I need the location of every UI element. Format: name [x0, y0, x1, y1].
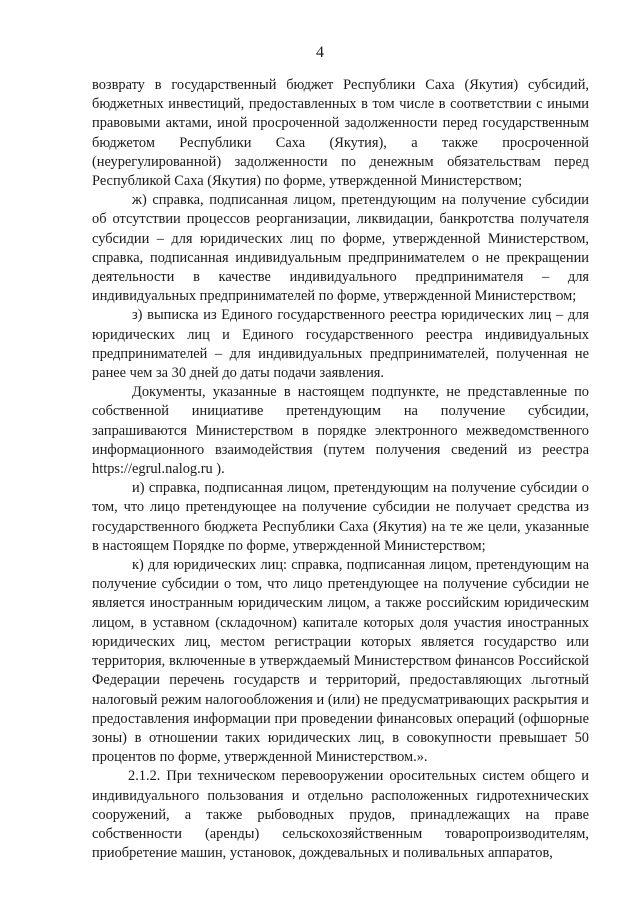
paragraph-item-z: з) выписка из Единого государственного реестра юридических лиц – для юридических лиц и Единого государственного реестра индивидуальных предпринимателей – для индивидуальных предпринимателей, полученная не ранее чем за 30 дней до даты подачи заявления.: [92, 307, 589, 382]
paragraph-documents-note: Документы, указанные в настоящем подпункте, не представленные по собственной инициативе претендующим на получение субсидии, запрашиваются Министерством в порядке электронного межведомственного информационного взаимодействия (путем получения сведений из реестра https://egrul.nalog.ru ).: [92, 384, 589, 478]
page-number: 4: [316, 44, 324, 61]
paragraph-item-k: к) для юридических лиц: справка, подписанная лицом, претендующим на получение субсидии о том, что лицо претендующее на получение субсидии не является иностранным юридическим лицом, а также российским юридическим лицом, в уставном (складочном) капитале которых доля участия иностранных юридических лиц, местом регистрации которых является государство или территория, включенные в утверждаемый Министерством финансов Российской Федерации перечень государств и территорий, предоставляющих льготный налоговый режим налогообложения и (или) не предусматривающих раскрытия и предоставления информации при проведении финансовых операций (офшорные зоны) в отношении таких юридических лиц, в совокупности превышает 50 процентов по форме, утвержденной Министерством.».: [92, 557, 589, 766]
document-body: [92, 76, 589, 863]
paragraph-continuation: возврату в государственный бюджет Республики Саха (Якутия) субсидий, бюджетных инвестиций, предоставленных в том числе в соответствии с иными правовыми актами, иной просроченной задолженности перед государственным бюджетом Республики Саха (Якутия), а также просроченной (неурегулированной) задолженности по денежным обязательствам перед Республикой Саха (Якутия) по форме, утвержденной Министерством;: [92, 77, 589, 190]
paragraph-section-2-1-2: 2.1.2. При техническом перевооружении оросительных систем общего и индивидуального пользования и отдельно расположенных гидротехнических сооружений, а также рыбоводных прудов, принадлежащих на праве собственности (аренды) сельскохозяйственным товаропроизводителям, приобретение машин, установок, дождевальных и поливальных аппаратов,: [92, 768, 589, 862]
paragraph-item-zh: ж) справка, подписанная лицом, претендующим на получение субсидии об отсутствии процессов реорганизации, ликвидации, банкротства получателя субсидии – для юридических лиц по форме, утвержденной Министерством, справка, подписанная индивидуальным предпринимателем о не прекращении деятельности в качестве индивидуального предпринимателя – для индивидуальных предпринимателей по форме, утвержденной Министерством;: [92, 192, 589, 305]
paragraph-item-i: и) справка, подписанная лицом, претендующим на получение субсидии о том, что лицо претендующее на получение субсидии не получает средства из государственного бюджета Республики Саха (Якутия) на те же цели, указанные в настоящем Порядке по форме, утвержденной Министерством;: [92, 480, 589, 554]
